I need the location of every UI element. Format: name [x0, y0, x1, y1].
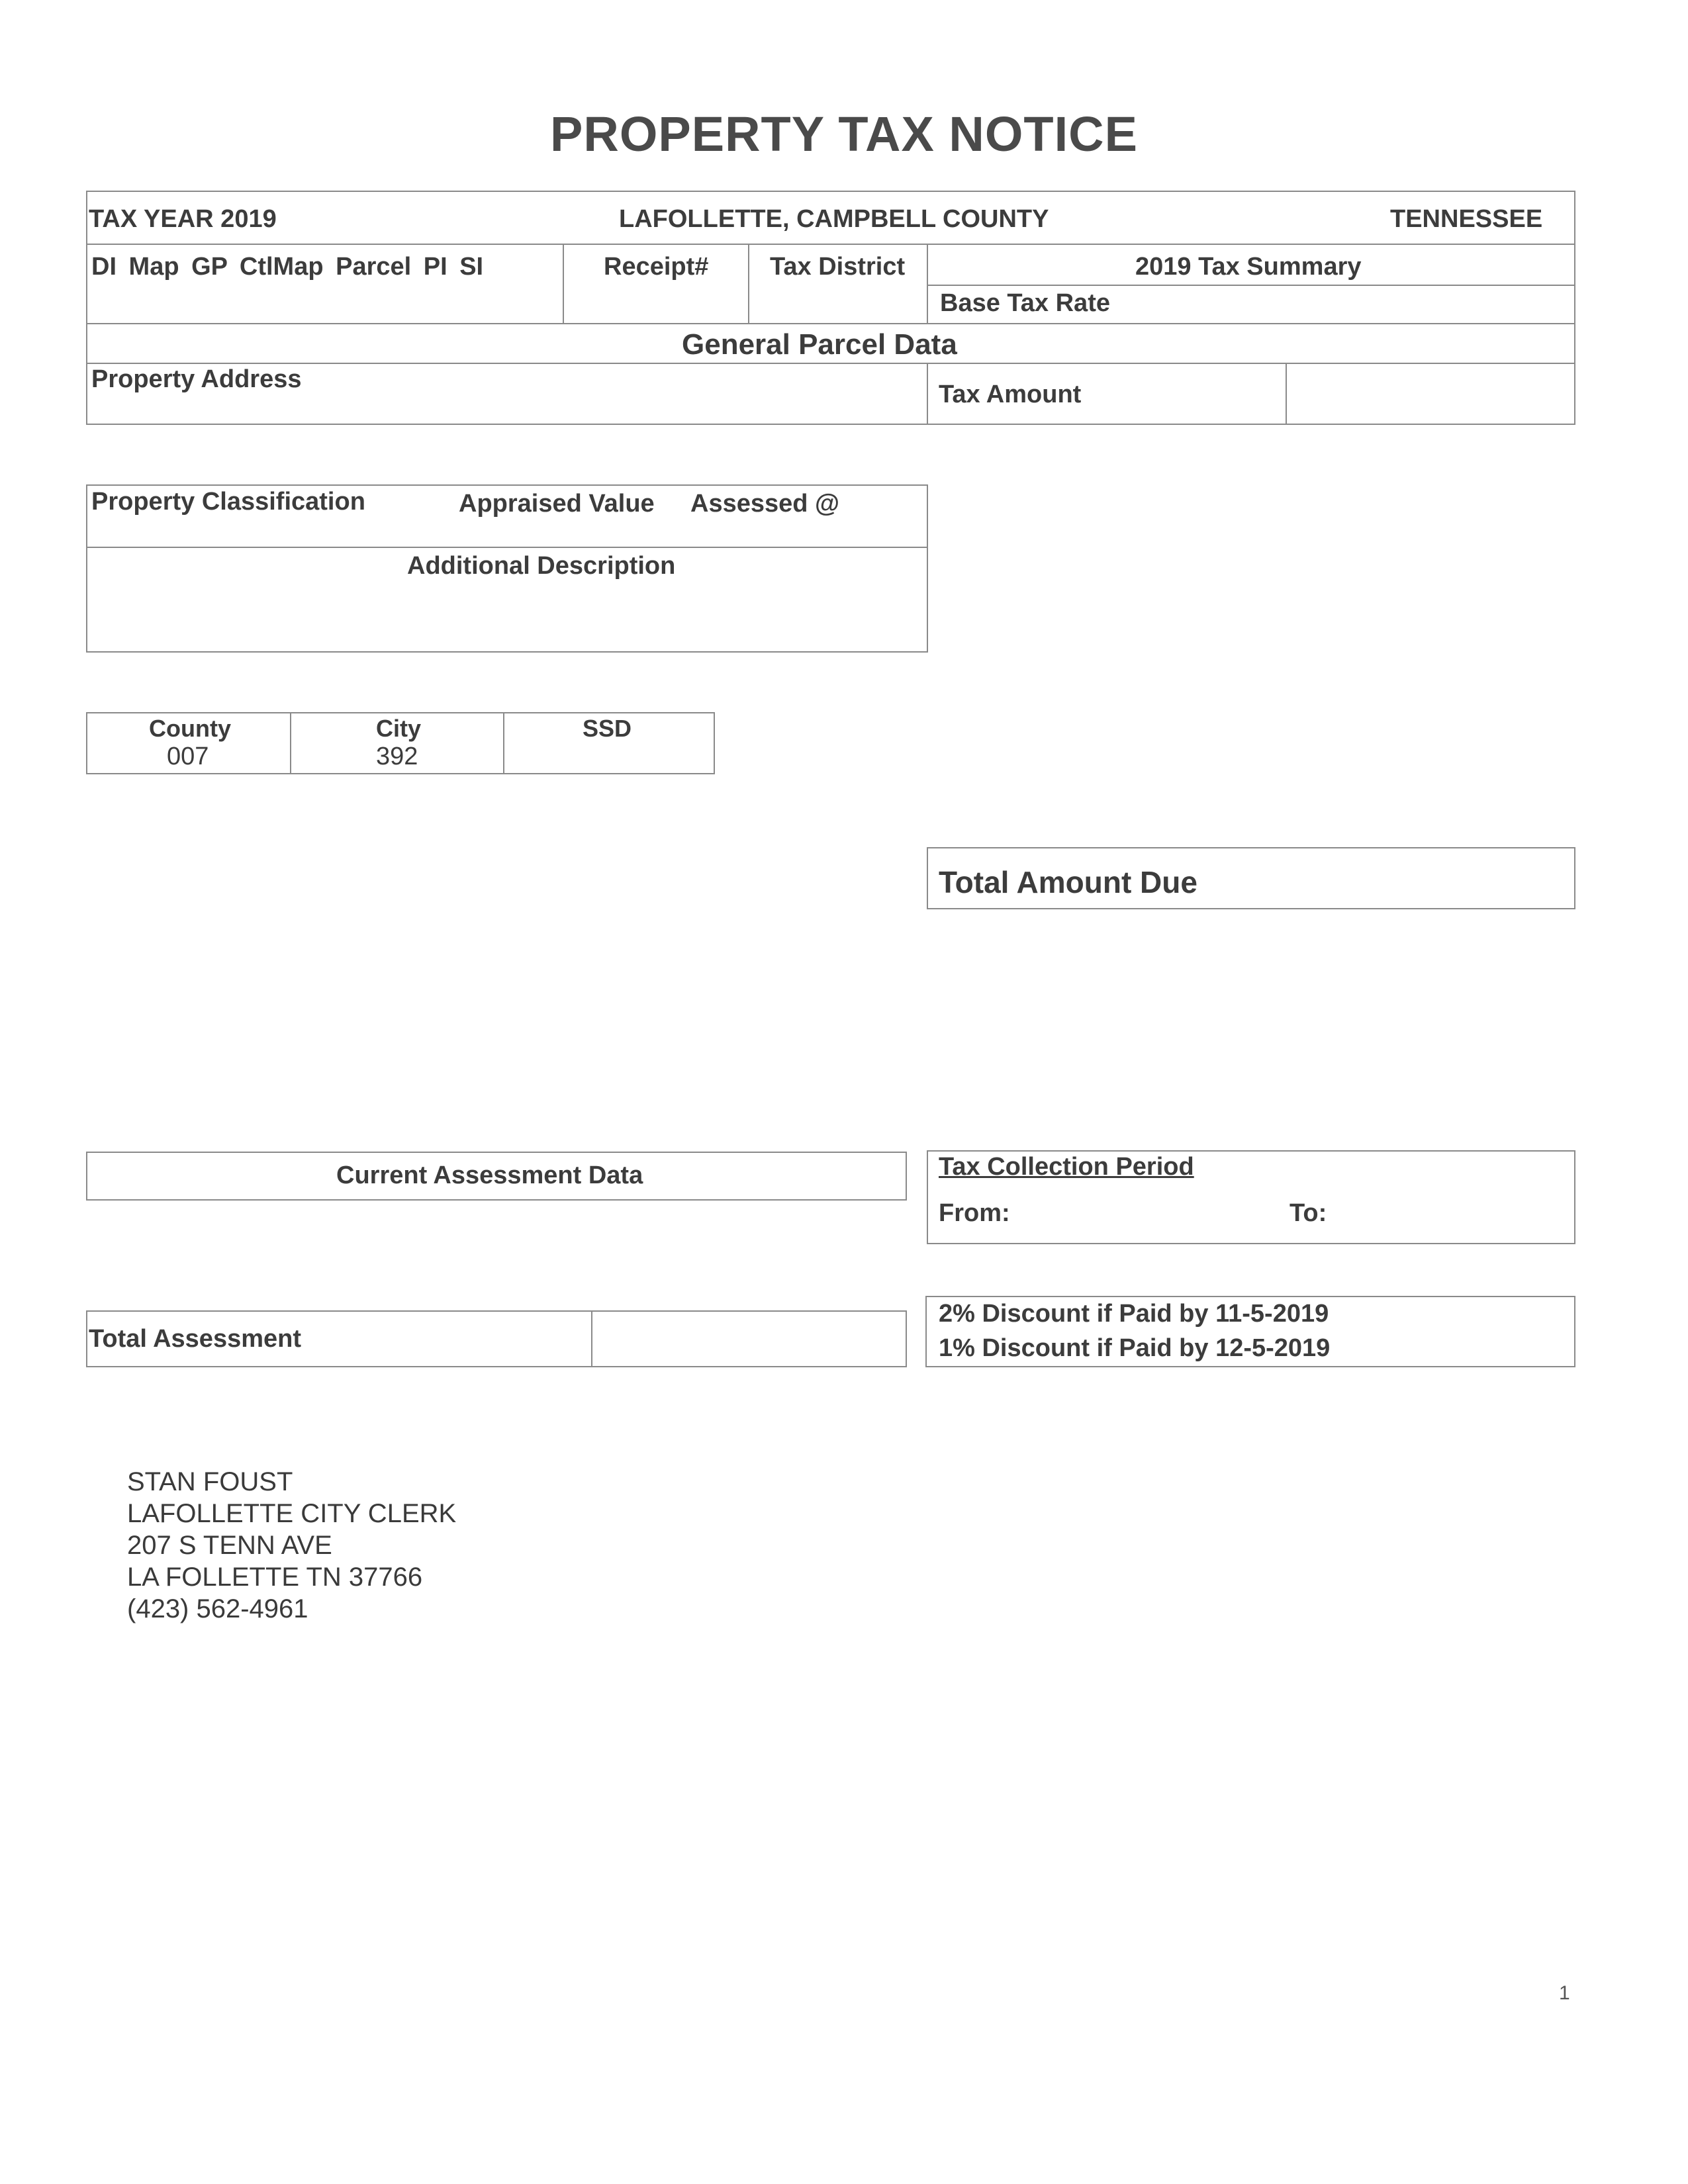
to-label: To: — [1289, 1199, 1327, 1227]
assessed-at-label: Assessed @ — [690, 490, 840, 518]
page-title: PROPERTY TAX NOTICE — [550, 107, 1138, 161]
map-id-columns: DI Map GP CtlMap Parcel PI SI — [91, 253, 484, 281]
county-label: County — [149, 715, 231, 742]
base-tax-rate-label: Base Tax Rate — [940, 289, 1110, 317]
tax-year: TAX YEAR 2019 — [89, 205, 277, 233]
current-assessment-label: Current Assessment Data — [336, 1161, 643, 1189]
property-classification-label: Property Classification — [91, 488, 365, 516]
tax-summary-title: 2019 Tax Summary — [1135, 253, 1362, 281]
collection-period-label: Tax Collection Period — [939, 1153, 1194, 1181]
clerk-street: 207 S TENN AVE — [127, 1531, 332, 1560]
discount-line-1: 2% Discount if Paid by 11-5-2019 — [939, 1300, 1329, 1328]
jurisdiction: LAFOLLETTE, CAMPBELL COUNTY — [619, 205, 1049, 233]
clerk-office: LAFOLLETTE CITY CLERK — [127, 1499, 457, 1528]
clerk-name: STAN FOUST — [127, 1467, 293, 1496]
state: TENNESSEE — [1390, 205, 1543, 233]
county-code: 007 — [167, 743, 209, 770]
total-assessment-label: Total Assessment — [89, 1325, 301, 1353]
city-label: City — [376, 715, 422, 742]
clerk-address-block — [127, 1466, 456, 1625]
tax-district-label: Tax District — [770, 253, 906, 281]
tax-amount-label: Tax Amount — [939, 381, 1082, 408]
clerk-phone: (423) 562-4961 — [127, 1594, 308, 1623]
city-code: 392 — [376, 743, 418, 770]
from-label: From: — [939, 1199, 1010, 1227]
page-number: 1 — [1559, 1982, 1570, 2004]
total-amount-due-label: Total Amount Due — [939, 865, 1197, 899]
general-parcel-data-heading: General Parcel Data — [682, 328, 957, 361]
discount-line-2: 1% Discount if Paid by 12-5-2019 — [939, 1334, 1331, 1362]
receipt-label: Receipt# — [604, 253, 709, 281]
clerk-city-state-zip: LA FOLLETTE TN 37766 — [127, 1563, 423, 1592]
ssd-label: SSD — [583, 715, 632, 742]
additional-description-label: Additional Description — [407, 552, 676, 580]
appraised-value-label: Appraised Value — [459, 490, 655, 518]
property-address-label: Property Address — [91, 365, 302, 393]
